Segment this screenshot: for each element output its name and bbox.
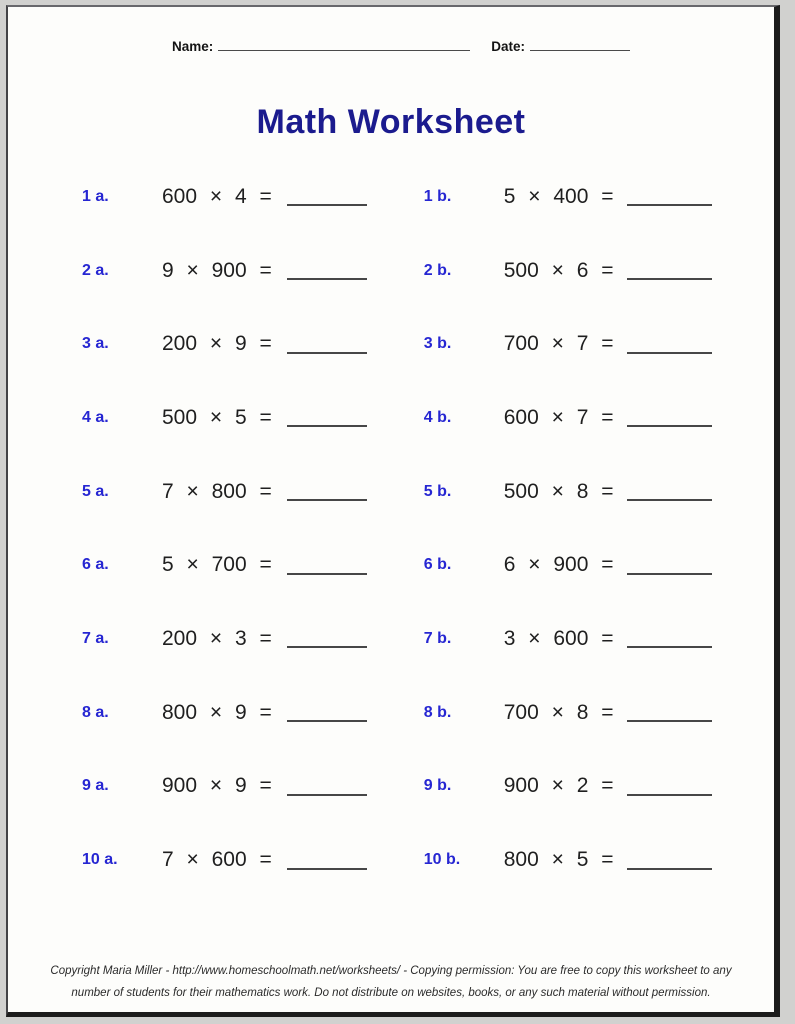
answer-blank-6a [287, 556, 367, 575]
problem-expression-10a: 7 × 600 = [162, 848, 272, 872]
problem-row-8 [8, 676, 774, 750]
worksheet-page [6, 5, 780, 1017]
problem-number-4b: 4 b. [423, 408, 452, 426]
answer-blank-1a [287, 187, 367, 206]
name-date-header [172, 37, 630, 54]
problem-row-9 [8, 750, 774, 824]
problem-row-5 [8, 455, 774, 529]
answer-blank-3b [627, 335, 712, 354]
problem-expression-3a: 200 × 9 = [162, 332, 272, 356]
date-label: Date: [491, 39, 526, 54]
answer-blank-10b [627, 851, 712, 870]
problem-expression-6b: 6 × 900 = [503, 553, 614, 577]
answer-blank-1b [627, 187, 712, 206]
problem-expression-1a: 600 × 4 = [162, 184, 272, 208]
answer-blank-5a [287, 482, 367, 501]
problem-number-6b: 6 b. [423, 556, 452, 574]
answer-blank-9a [287, 777, 367, 796]
problem-expression-7b: 3 × 600 = [503, 626, 614, 650]
problem-row-6 [8, 528, 774, 602]
answer-blank-7a [287, 629, 367, 648]
problem-number-9a: 9 a. [82, 777, 109, 795]
problem-number-5b: 5 b. [423, 482, 452, 500]
problem-number-7b: 7 b. [423, 629, 452, 647]
problem-row-7 [8, 602, 774, 676]
answer-blank-9b [627, 777, 712, 796]
answer-blank-4b [627, 408, 712, 427]
problem-number-5a: 5 a. [82, 482, 109, 500]
name-blank-line [218, 37, 470, 51]
answer-blank-8b [627, 703, 712, 722]
problem-expression-7a: 200 × 3 = [162, 626, 272, 650]
problem-number-8b: 8 b. [423, 703, 452, 721]
copyright-footer [8, 960, 774, 1004]
problem-row-4 [8, 381, 774, 455]
answer-blank-6b [627, 556, 712, 575]
problem-expression-9a: 900 × 9 = [162, 774, 272, 798]
problem-expression-8a: 800 × 9 = [162, 700, 272, 724]
problem-number-3a: 3 a. [82, 335, 109, 353]
problem-expression-5b: 500 × 8 = [503, 479, 614, 503]
page-title: Math Worksheet [256, 103, 526, 141]
problems-list [8, 160, 774, 897]
answer-blank-7b [627, 629, 712, 648]
problem-number-10b: 10 b. [423, 851, 461, 869]
answer-blank-2b [627, 261, 712, 280]
problem-expression-8b: 700 × 8 = [503, 700, 614, 724]
problem-number-2a: 2 a. [82, 261, 109, 279]
problem-number-6a: 6 a. [82, 556, 109, 574]
problem-number-8a: 8 a. [82, 703, 109, 721]
problem-number-4a: 4 a. [82, 408, 109, 426]
problem-expression-3b: 700 × 7 = [503, 332, 614, 356]
problem-expression-6a: 5 × 700 = [162, 553, 272, 577]
problem-expression-9b: 900 × 2 = [503, 774, 614, 798]
problem-expression-2b: 500 × 6 = [503, 258, 614, 282]
problem-number-3b: 3 b. [423, 335, 452, 353]
problem-expression-4a: 500 × 5 = [162, 405, 272, 429]
problem-number-10a: 10 a. [82, 851, 118, 869]
problem-expression-5a: 7 × 800 = [162, 479, 272, 503]
copyright-line-1: Copyright Maria Miller - http://www.homeschoolmath.net/worksheets/ - Copying permission: You are free to copy this worksheet to any [50, 965, 732, 977]
problem-number-1b: 1 b. [423, 187, 452, 205]
answer-blank-8a [287, 703, 367, 722]
problem-expression-1b: 5 × 400 = [503, 184, 614, 208]
copyright-line-2: number of students for their mathematics work. Do not distribute on websites, books, or any such material without permission. [71, 987, 711, 999]
problem-expression-4b: 600 × 7 = [503, 405, 614, 429]
answer-blank-3a [287, 335, 367, 354]
answer-blank-2a [287, 261, 367, 280]
problem-expression-2a: 9 × 900 = [162, 258, 272, 282]
answer-blank-5b [627, 482, 712, 501]
problem-number-2b: 2 b. [423, 261, 452, 279]
problem-row-10 [8, 823, 774, 897]
problem-number-1a: 1 a. [82, 187, 109, 205]
problem-row-3 [8, 307, 774, 381]
answer-blank-10a [287, 851, 367, 870]
name-label: Name: [172, 39, 214, 54]
problem-row-1 [8, 160, 774, 234]
problem-row-2 [8, 234, 774, 308]
date-blank-line [530, 37, 630, 51]
answer-blank-4a [287, 408, 367, 427]
problem-expression-10b: 800 × 5 = [503, 848, 614, 872]
problem-number-9b: 9 b. [423, 777, 452, 795]
problem-number-7a: 7 a. [82, 629, 109, 647]
